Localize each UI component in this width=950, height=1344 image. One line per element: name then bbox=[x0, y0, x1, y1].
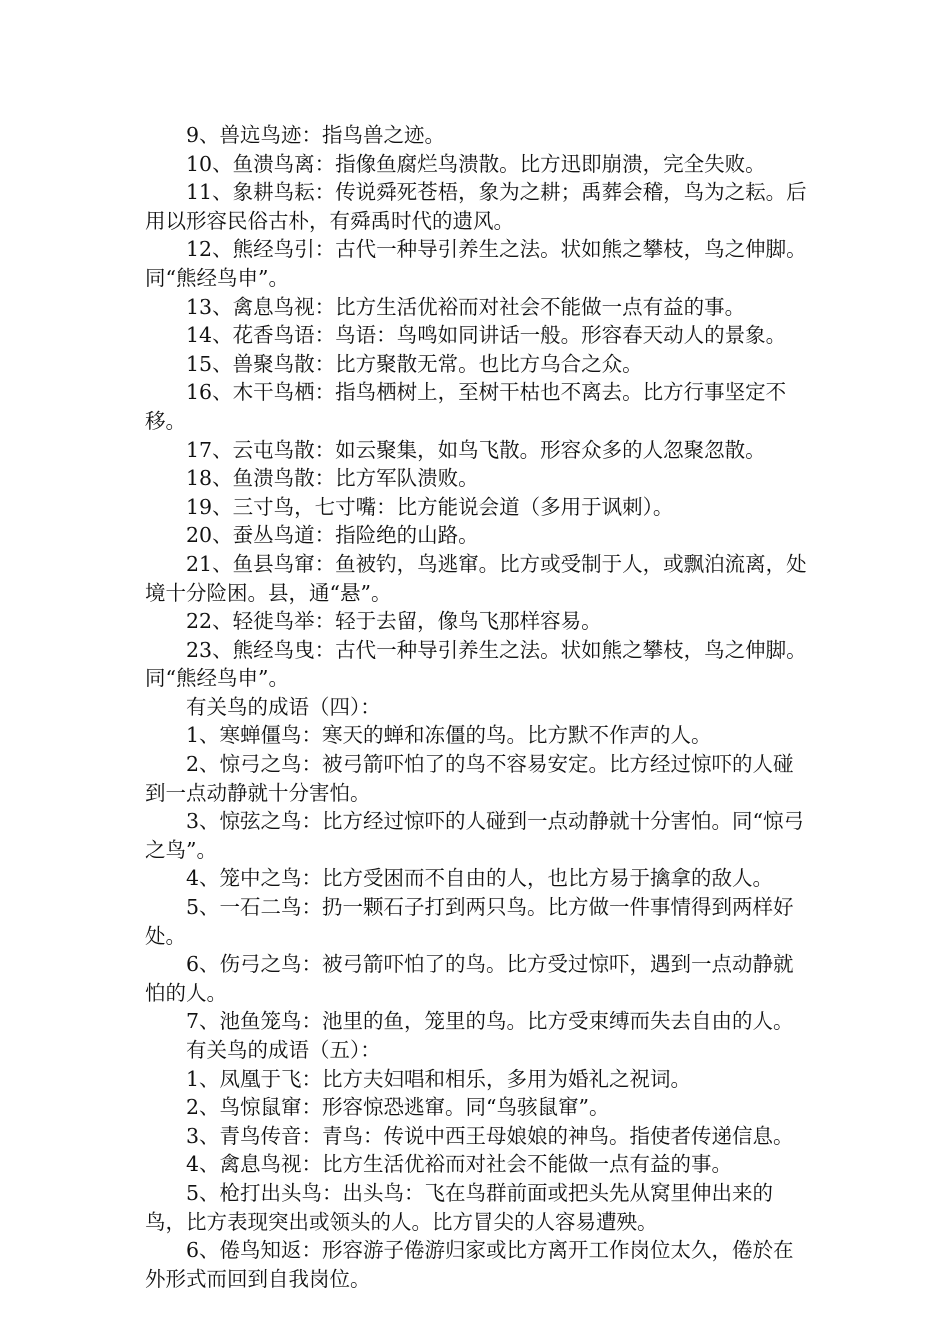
paragraph-section4-idiom-3: 3、惊弦之鸟：比方经过惊吓的人碰到一点动静就十分害怕。同“惊弓之鸟”。 bbox=[145, 809, 805, 862]
paragraph-idiom-19: 19、三寸鸟，七寸嘴：比方能说会道（多用于讽刺）。 bbox=[186, 494, 674, 519]
paragraph-section4-idiom-4: 4、笼中之鸟：比方受困而不自由的人，也比方易于擒拿的敌人。 bbox=[186, 866, 774, 891]
paragraph-idiom-14: 14、花香鸟语：鸟语：鸟鸣如同讲话一般。形容春天动人的景象。 bbox=[186, 323, 787, 348]
paragraph-section4-idiom-5: 5、一石二鸟：扔一颗石子打到两只鸟。比方做一件事情得到两样好处。 bbox=[145, 895, 794, 948]
paragraph-idiom-21: 21、鱼县鸟窜：鱼被钓，鸟逃窜。比方或受制于人，或飘泊流离，处境十分险困。县，通“悬”。 bbox=[145, 551, 807, 605]
paragraph-idiom-16: 16、木干鸟栖：指鸟栖树上，至树干枯也不离去。比方行事坚定不移。 bbox=[145, 380, 787, 433]
paragraph-idiom-18: 18、鱼溃鸟散：比方军队溃败。 bbox=[186, 466, 479, 491]
paragraph-section4-idiom-6: 6、伤弓之鸟：被弓箭吓怕了的鸟。比方受过惊吓，遇到一点动静就怕的人。 bbox=[145, 952, 794, 1005]
paragraph-section5-idiom-4: 4、禽息鸟视：比方生活优裕而对社会不能做一点有益的事。 bbox=[186, 1152, 733, 1177]
paragraph-section5-idiom-5: 5、枪打出头鸟：出头鸟：飞在鸟群前面或把头先从窝里伸出来的鸟，比方表现突出或领头的人。比方冒尖的人容易遭殃。 bbox=[145, 1180, 774, 1234]
paragraph-idiom-9: 9、兽迒鸟迹：指鸟兽之迹。 bbox=[186, 123, 446, 147]
paragraph-section5-idiom-2: 2、鸟惊鼠窜：形容惊恐逃窜。同“鸟骇鼠窜”。 bbox=[186, 1095, 610, 1120]
paragraph-idiom-23: 23、熊经鸟曳：古代一种导引养生之法。状如熊之攀枝，鸟之伸脚。同“熊经鸟申”。 bbox=[145, 637, 807, 691]
paragraph-idiom-10: 10、鱼溃鸟离：指像鱼腐烂鸟溃散。比方迅即崩溃，完全失败。 bbox=[186, 151, 766, 176]
paragraph-section4-idiom-7: 7、池鱼笼鸟：池里的鱼，笼里的鸟。比方受束缚而失去自由的人。 bbox=[186, 1009, 794, 1034]
paragraph-section4-idiom-2: 2、惊弓之鸟：被弓箭吓怕了的鸟不容易安定。比方经过惊吓的人碰到一点动静就十分害怕。 bbox=[145, 752, 794, 805]
document-body bbox=[145, 121, 810, 1293]
paragraph-idiom-15: 15、兽聚鸟散：比方聚散无常。也比方乌合之众。 bbox=[186, 351, 643, 376]
paragraph-section5-idiom-6: 6、倦鸟知返：形容游子倦游归家或比方离开工作岗位太久，倦於在外形式而回到自我岗位。 bbox=[145, 1238, 794, 1291]
paragraph-idiom-17: 17、云屯鸟散：如云聚集，如鸟飞散。形容众多的人忽聚忽散。 bbox=[186, 437, 766, 462]
paragraph-idiom-13: 13、禽息鸟视：比方生活优裕而对社会不能做一点有益的事。 bbox=[186, 294, 746, 319]
paragraph-section5-idiom-3: 3、青鸟传音：青鸟：传说中西王母娘娘的神鸟。指使者传递信息。 bbox=[186, 1123, 794, 1148]
section-heading-5: 有关鸟的成语（五）： bbox=[186, 1038, 381, 1062]
section-heading-4: 有关鸟的成语（四）： bbox=[186, 694, 381, 719]
paragraph-section4-idiom-1: 1、寒蝉僵鸟：寒天的蝉和冻僵的鸟。比方默不作声的人。 bbox=[186, 723, 712, 748]
paragraph-idiom-22: 22、轻徙鸟举：轻于去留，像鸟飞那样容易。 bbox=[186, 609, 602, 634]
paragraph-idiom-12: 12、熊经鸟引：古代一种导引养生之法。状如熊之攀枝，鸟之伸脚。同“熊经鸟申”。 bbox=[145, 237, 807, 290]
paragraph-idiom-20: 20、蚕丛鸟道：指险绝的山路。 bbox=[186, 523, 479, 548]
paragraph-idiom-11: 11、象耕鸟耘：传说舜死苍梧，象为之耕；禹葬会稽，鸟为之耘。后用以形容民俗古朴，有舜禹时代的遗风。 bbox=[145, 180, 807, 233]
paragraph-section5-idiom-1: 1、凤凰于飞：比方夫妇唱和相乐，多用为婚礼之祝词。 bbox=[186, 1066, 692, 1091]
